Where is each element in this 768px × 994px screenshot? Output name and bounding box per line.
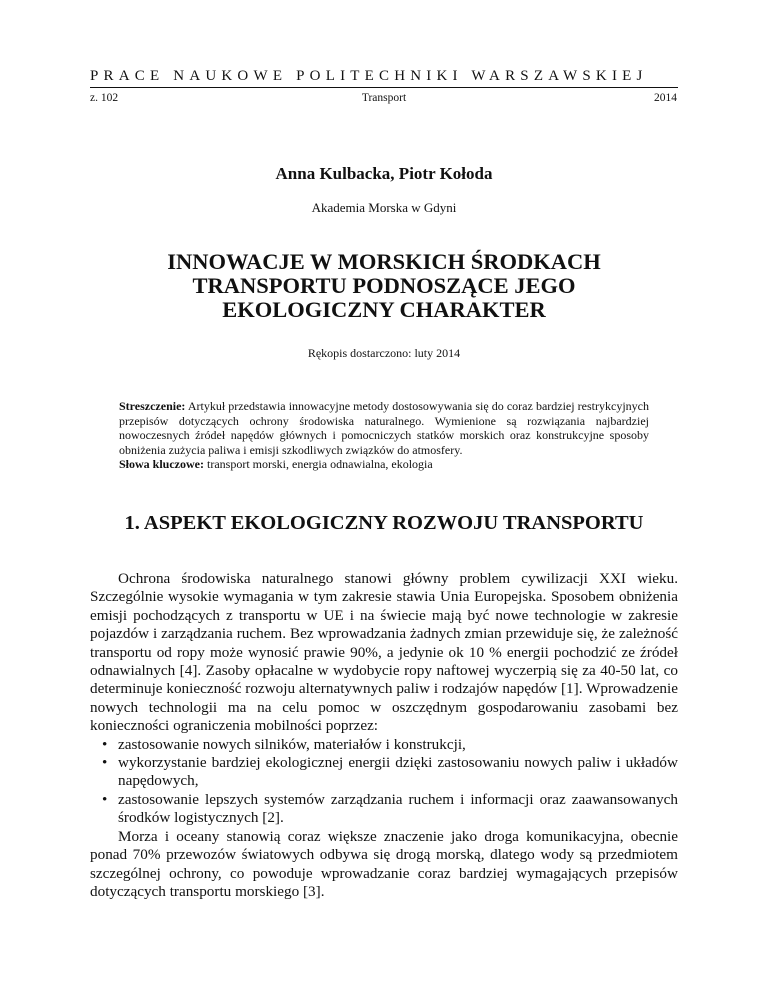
abstract-label: Streszczenie: [119,399,186,413]
keywords-label: Słowa kluczowe: [119,457,204,472]
section-heading: 1. ASPEKT EKOLOGICZNY ROZWOJU TRANSPORTU [124,512,644,534]
keywords-line [119,457,649,472]
paper-title-line: INNOWACJE W MORSKICH ŚRODKACH [167,249,601,274]
journal-year: 2014 [654,92,677,104]
bullet-list [90,736,678,828]
abstract-block [119,399,649,472]
paper-authors: Anna Kulbacka, Piotr Kołoda [275,164,493,183]
paper-title-line: TRANSPORTU PODNOSZĄCE JEGO [192,273,576,298]
abstract-paragraph [119,399,649,457]
keywords-text: transport morski, energia odnawialna, ekologia [207,457,433,472]
author-affiliation: Akademia Morska w Gdyni [311,200,457,215]
body-paragraph: Morza i oceany stanowią coraz większe znaczenie jako droga komunikacyjna, obecnie ponad 70% przewozów światowych odbywa się drogą morską, dlatego wody są przedmiotem szczególnej ochrony, co powoduje wprowadzanie coraz bardziej wymagających przepisów dotyczących transportu morskiego [3]. [90,827,678,900]
manuscript-received-date: Rękopis dostarczono: luty 2014 [307,346,461,360]
body-paragraph: Ochrona środowiska naturalnego stanowi główny problem cywilizacji XXI wieku. Szczególnie wysokie wymagania w tym zakresie stawia Unia Europejska. Sposobem obniżenia emisji pochodzących z transportu w UE i na świecie mają być nowe technologie w zakresie pojazdów i zarządzania ruchem. Bez wprowadzania żadnych zmian przewiduje się, że zależność transportu od ropy może wynosić prawie 90%, a jedynie ok 10 % energii pochodzić ze źródeł odnawialnych [4]. Zasoby opłacalne w wydobycie ropy naftowej wyczerpią się za 40-50 lat, co determinuje konieczność rozwoju alternatywnych paliw i rodzajów napędów [1]. Wprowadzenie nowych technologii ma na celu pomoc w oszczędnym gospodarowaniu zasobami bez konieczności ograniczenia mobilności poprzez: [90,570,678,735]
paper-title [0,250,768,322]
journal-category: Transport [361,92,407,104]
bullet-item: • wykorzystanie bardziej ekologicznej energii dzięki zastosowaniu nowych paliw i układów napędowych, [90,754,678,791]
abstract-text: Artykuł przedstawia innowacyjne metody dostosowywania się do coraz bardziej restrykcyjnych przepisów dotyczących ochrony środowiska naturalnego. Wymienione są rozwiązania najbardziej nowoczesnych źródeł napędów głównych i pomocniczych statków morskich oraz konstrukcyjne sposoby obniżenia zużycia paliwa i emisji szkodliwych związków do atmosfery. [119,399,649,457]
bullet-item: • zastosowanie lepszych systemów zarządzania ruchem i informacji oraz zaawansowanych środków logistycznych [2]. [90,791,678,828]
section-body [90,570,678,901]
header-rule [90,87,678,88]
paper-title-line: EKOLOGICZNY CHARAKTER [222,297,546,322]
journal-volume: z. 102 [90,92,119,104]
bullet-item: • zastosowanie nowych silników, materiałów i konstrukcji, [90,736,678,754]
journal-series-title: PRACE NAUKOWE POLITECHNIKI WARSZAWSKIEJ [90,68,648,84]
